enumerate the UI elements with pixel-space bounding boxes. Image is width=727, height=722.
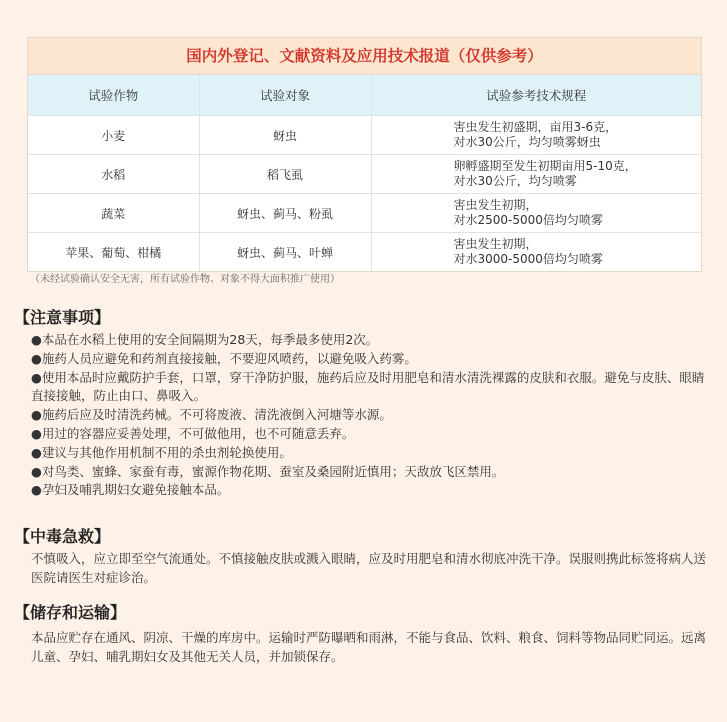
technique-line: 害虫发生初期， [453,198,538,212]
cell-technique [371,116,701,155]
first-aid-title: 【中毒急救】 [14,527,111,546]
list-item: ●孕妇及哺乳期妇女避免接触本品。 [31,482,230,498]
cell-target: 蚜虫、蓟马、叶蝉 [199,233,371,272]
table-row [28,194,701,233]
list-item: ●本品在水稻上使用的安全间隔期为28天，每季最多使用2次。 [31,332,379,347]
list-item: ●施药人员应避免和药剂直接接触，不要迎风喷药，以避免吸入药雾。 [31,350,417,366]
header-target: 试验对象 [199,75,371,116]
storage-text: 本品应贮存在通风、阴凉、干燥的库房中。运输时严防曝晒和雨淋，不能与食品、饮料、粮食、饲料等物品同贮同运。远离儿童、孕妇、哺乳期妇女及其他无关人员，并加锁保存。 [31,630,707,664]
cell-target: 蚜虫 [199,116,371,155]
technique-line: 对水3000-5000倍均匀喷雾 [453,252,603,266]
technique-line: 对水2500-5000倍均匀喷雾 [453,213,603,227]
cell-crop: 苹果、葡萄、柑橘 [28,233,199,272]
technique-line: 害虫发生初盛期，亩用3-6克， [453,120,618,134]
list-item: ●建议与其他作用机制不用的杀虫剂轮换使用。 [31,444,292,460]
reference-table [27,37,702,272]
list-item: ●对鸟类、蜜蜂、家蚕有毒，蜜源作物花期、蚕室及桑园附近慎用；天敌放飞区禁用。 [31,463,505,479]
header-technique: 试验参考技术规程 [371,75,701,116]
list-item: ●用过的容器应妥善处理，不可做他用，也不可随意丢弃。 [31,425,355,441]
header-crop: 试验作物 [28,75,199,116]
precautions-list [31,331,711,500]
table-row [28,116,701,155]
trial-table [28,75,701,271]
cell-target: 稻飞虱 [199,155,371,194]
technique-line: 对水30公斤，均匀喷雾蚜虫 [453,135,601,149]
first-aid-text: 不慎吸入，应立即至空气流通处。不慎接触皮肤或溅入眼睛，应及时用肥皂和清水彻底冲洗干净。误服则携此标签将病人送医院请医生对症诊治。 [31,551,707,585]
cell-target: 蚜虫、蓟马、粉虱 [199,194,371,233]
cell-crop: 小麦 [28,116,199,155]
technique-line: 对水30公斤，均匀喷雾 [453,174,577,188]
cell-crop: 蔬菜 [28,194,199,233]
table-title: 国内外登记、文献资料及应用技术报道（仅供参考） [28,38,701,75]
table-footnote: （未经试验确认安全无害，所有试验作物、对象不得大面积推广使用） [30,274,340,285]
table-row [28,155,701,194]
list-item: ●施药后应及时清洗药械。不可将废液、清洗液倒入河塘等水源。 [31,407,392,423]
list-item: ●使用本品时应戴防护手套，口罩，穿干净防护服，施药后应及时用肥皂和清水清洗裸露的皮肤和衣服。避免与皮肤、眼睛直接接触，防止由口、鼻吸入。 [31,369,705,404]
cell-crop: 水稻 [28,155,199,194]
technique-line: 卵孵盛期至发生初期亩用5-10克， [453,159,637,173]
cell-technique [371,155,701,194]
technique-line: 害虫发生初期， [453,237,538,251]
cell-technique [371,233,701,272]
storage-title: 【储存和运输】 [14,603,127,622]
cell-technique [371,194,701,233]
precautions-title: 【注意事项】 [14,308,111,327]
table-row [28,233,701,272]
table-header-row [28,75,701,116]
